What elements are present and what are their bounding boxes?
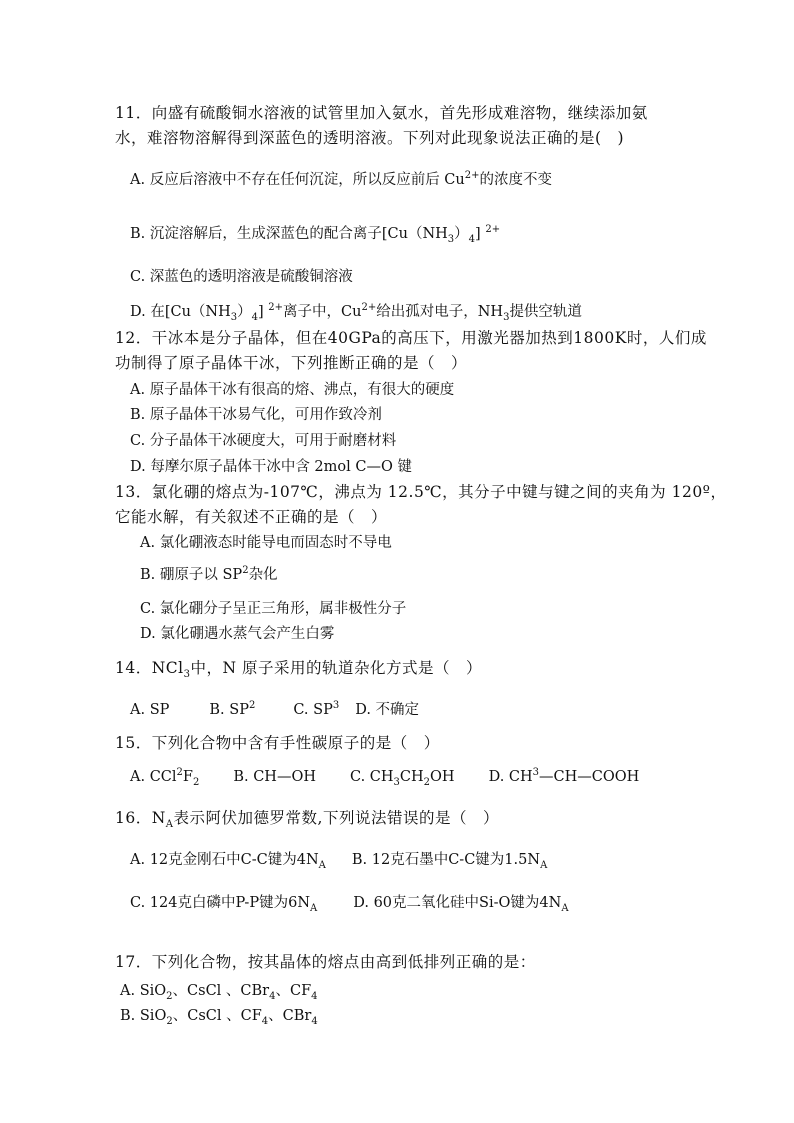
q13-stem-line2: 它能水解，有关叙述不正确的是（ ）	[115, 508, 388, 526]
q14-option-c: C. $SP^3$	[293, 700, 340, 718]
q11-option-c: C. 深蓝色的透明溶液是硫酸铜溶液	[130, 269, 353, 285]
q17-option-a: A. SiO$_2$、CsCl 、CBr$_4$、$CF_4$	[120, 983, 318, 1002]
q15-option-d: D. $CH^3—CH—COOH$	[488, 767, 640, 785]
q11-stem-line2: 水，难溶物溶解得到深蓝色的透明溶液。下列对此现象说法正确的是( )	[115, 129, 625, 147]
q12-stem-line2: 功制得了原子晶体干冰，下列推断正确的是（ ）	[115, 354, 468, 372]
q13-option-c: C. 氯化硼分子呈正三角形，属非极性分子	[140, 601, 407, 617]
q16-stem: 16．$N_A$表示阿伏加德罗常数,下列说法错误的是（ ）	[115, 809, 499, 831]
q15-stem: 15．下列化合物中含有手性碳原子的是（ ）	[115, 734, 440, 752]
q11-option-d: D. 在$[Cu(NH_3)_4]$ $^{2+}$离子中，$Cu^{2+}$给出孤对电子，$NH_3$提供空轨道	[130, 302, 582, 323]
q12-option-d: D. 每摩尔原子晶体干冰中含 2mol C—O 键	[130, 459, 412, 475]
q15-options	[130, 767, 639, 787]
q11-option-b: B. 沉淀溶解后，生成深蓝色的配合离子$[Cu(NH_3)_4]$ $^{2+}$	[130, 224, 501, 245]
q16-options-row1	[130, 850, 547, 870]
q16-option-a: A. 12克金刚石中C-C键为$4N_A$	[130, 852, 326, 871]
q14-option-b: B. $SP^2$	[209, 700, 256, 718]
q12-option-b: B. 原子晶体干冰易气化，可用作致冷剂	[130, 407, 382, 423]
q13-option-b: B. 硼原子以 $SP^2$杂化	[140, 565, 278, 583]
q16-option-b: B. 12克石墨中C-C键为$1.5N_A$	[351, 852, 548, 871]
q17-stem: 17．下列化合物，按其晶体的熔点由高到低排列正确的是：	[115, 953, 536, 971]
q15-option-a: A. $CCl^2F_2$	[130, 767, 200, 788]
q14-option-d: D. 不确定	[355, 702, 420, 718]
q14-stem: 14．NCl$_3$中，N 原子采用的轨道杂化方式是（ ）	[115, 659, 482, 681]
q14-option-a: A. SP	[130, 702, 170, 718]
q15-option-b: B. CH—OH	[233, 769, 316, 785]
q16-option-c: C. 124克白磷中P-P键为$6N_A$	[130, 895, 318, 914]
q17-option-b: B. SiO$_2$、CsCl 、$CF_4$、CBr$_4$	[120, 1008, 318, 1027]
q12-option-c: C. 分子晶体干冰硬度大，可用于耐磨材料	[130, 433, 397, 449]
q12-option-a: A. 原子晶体干冰有很高的熔、沸点，有很大的硬度	[130, 382, 455, 398]
q16-option-d: D. 60克二氧化硅中Si-O键为$4N_A$	[353, 895, 569, 914]
q14-options	[130, 700, 419, 720]
q16-options-row2	[130, 893, 569, 913]
q13-stem-line1: 13．氯化硼的熔点为-107℃，沸点为 12.5℃，其分子中键与键之间的夹角为 120º，	[115, 483, 727, 501]
q11-option-a: A. 反应后溶液中不存在任何沉淀，所以反应前后 $Cu^{2+}$的浓度不变	[130, 170, 552, 188]
q13-option-a: A. 氯化硼液态时能导电而固态时不导电	[140, 535, 392, 551]
q12-stem-line1: 12．干冰本是分子晶体，但在40GPa的高压下，用激光器加热到1800K时，人们成	[115, 329, 707, 347]
q11-stem-line1: 11．向盛有硫酸铜水溶液的试管里加入氨水，首先形成难溶物，继续添加氨	[115, 104, 648, 122]
q13-option-d: D. 氯化硼遇水蒸气会产生白雾	[140, 626, 335, 642]
q15-option-c: C. $CH_3CH_2OH$	[350, 769, 455, 788]
